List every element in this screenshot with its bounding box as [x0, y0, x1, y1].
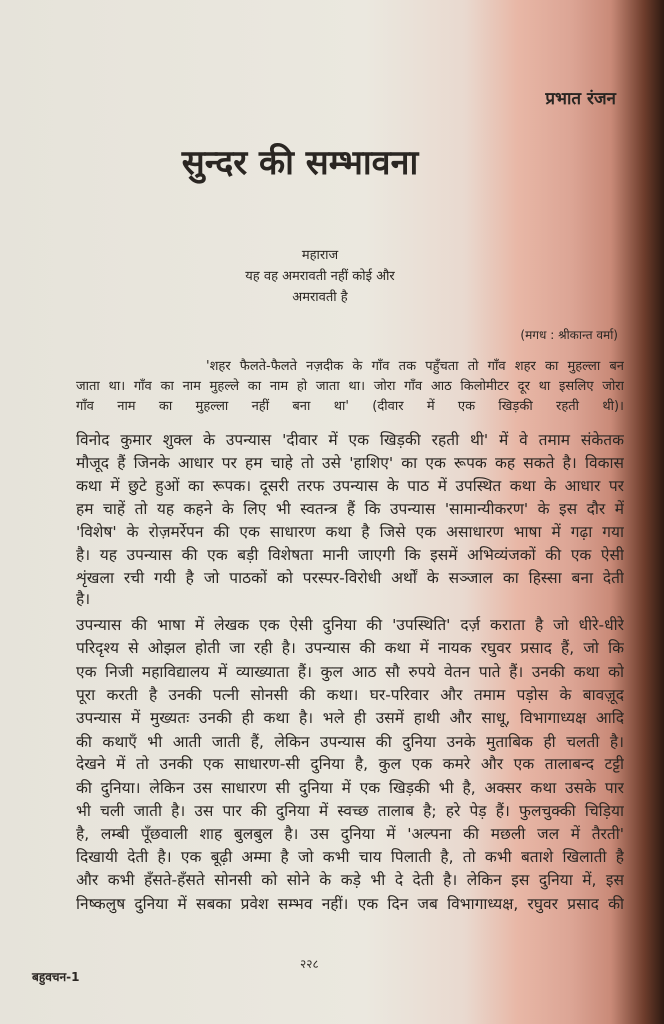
paragraph-line: दिखायी देती है। एक बूढ़ी अम्मा है जो कभी चाय पिलाती है, तो कभी बताशे खिलाती है — [76, 848, 624, 866]
paragraph-line: है, लम्बी पूँछवाली शाह बुलबुल है। उस दुनिया में 'अल्पना की मछली जल में तैरती' — [76, 825, 624, 843]
paragraph-line: निष्कलुष दुनिया में सबका प्रवेश सम्भव नहीं। एक दिन जब विभागाध्यक्ष, रघुवर प्रसाद की — [76, 895, 624, 913]
epigraph-line: अमरावती है — [292, 290, 348, 305]
paragraph-line: की दुनिया। लेकिन उस साधारण सी दुनिया में एक खिड़की भी है, अक्सर कथा उसके पार — [76, 779, 624, 797]
paragraph-line: उपन्यास में मुख्यतः उनकी ही कथा है। भले ही उसमें हाथी और साधू, विभागाध्यक्ष आदि — [76, 709, 624, 727]
paragraph-line: 'विशेष' के रोज़मर्रेपन की एक साधारण कथा है जिसे एक असाधारण भाषा में गढ़ा गया — [76, 523, 624, 541]
paragraph-line: भी चली जाती है। उस पार की दुनिया में स्वच्छ तालाब है; हरे पेड़ हैं। फुलचुक्की चिड़िया — [76, 802, 624, 820]
author-name: प्रभात रंजन — [545, 89, 616, 109]
quote-line: 'शहर फैलते-फैलते नज़दीक के गाँव तक पहुँचता तो गाँव शहर का मुहल्ला बन — [206, 359, 624, 374]
paragraph-line: और कभी हँसते-हँसते सोनसी को सोने के कड़े भी दे देती है। लेकिन इस दुनिया में, इस — [76, 871, 624, 889]
paragraph-line: है। — [76, 590, 91, 608]
paragraph-line: कथा में छुटे हुओं का रूपक। दूसरी तरफ उपन्यास के पाठ में उपस्थित कथा के आधार पर — [76, 477, 624, 495]
paragraph-line: उपन्यास की भाषा में लेखक एक ऐसी दुनिया की 'उपस्थिति' दर्ज़ कराता है जो धीरे-धीरे — [76, 616, 624, 634]
paragraph-line: देखने में तो उनकी एक साधारण-सी दुनिया है, कुल एक कमरे और एक तालाबन्द टट्टी — [76, 755, 624, 773]
paragraph-line: की कथाएँ भी आती जाती हैं, लेकिन उपन्यास की दुनिया उनके मुताबिक ही चलती है। — [76, 733, 624, 751]
chapter-title: सुन्दर की सम्भावना — [181, 143, 419, 183]
paragraph-line: है। यह उपन्यास की एक बड़ी विशेषता मानी जाएगी कि इसमें अभिव्यंजकों की एक ऐसी — [76, 546, 624, 564]
page-number: २२८ — [300, 957, 319, 971]
epigraph-line: महाराज — [301, 248, 339, 263]
journal-name: बहुवचन-1 — [32, 970, 80, 984]
paragraph-line: मौजूद हैं जिनके आधार पर हम चाहे तो उसे 'हाशिए' का एक रूपक कह सकते है। विकास — [76, 454, 624, 472]
quote-line: जाता था। गाँव का नाम मुहल्ले का नाम हो जाता था। जोरा गाँव आठ किलोमीटर दूर था इसलिए जोरा — [76, 379, 624, 394]
paragraph-line: परिदृश्य से ओझल होती जा रही है। उपन्यास की कथा में नायक रघुवर प्रसाद हैं, जो कि — [76, 639, 624, 657]
paragraph-line: हम चाहें तो यह कहने के लिए भी स्वतन्त्र हैं कि उपन्यास 'सामान्यीकरण' के इस दौर में — [76, 500, 624, 518]
paragraph-line: विनोद कुमार शुक्ल के उपन्यास 'दीवार में एक खिड़की रहती थी' में वे तमाम संकेतक — [76, 431, 624, 449]
quote-line: गाँव नाम का मुहल्ला नहीं बना था' (दीवार में एक खिड़की रहती थी)। — [76, 399, 624, 414]
paragraph-line: एक निजी महाविद्यालय में व्याख्याता हैं। कुल आठ सौ रुपये वेतन पाते हैं। उनकी कथा को — [76, 663, 624, 681]
paragraph-line: पूरा करती है उनकी पत्नी सोनसी की कथा। घर-परिवार और तमाम पड़ोस के बावज़ूद — [76, 686, 624, 704]
epigraph-line: यह वह अमरावती नहीं कोई और — [245, 269, 395, 284]
paragraph-line: शृंखला रची गयी है जो पाठकों को परस्पर-विरोधी अर्थों के सञ्जाल का हिस्सा बना देती — [76, 569, 624, 587]
epigraph-citation: (मगध : श्रीकान्त वर्मा) — [520, 328, 618, 342]
